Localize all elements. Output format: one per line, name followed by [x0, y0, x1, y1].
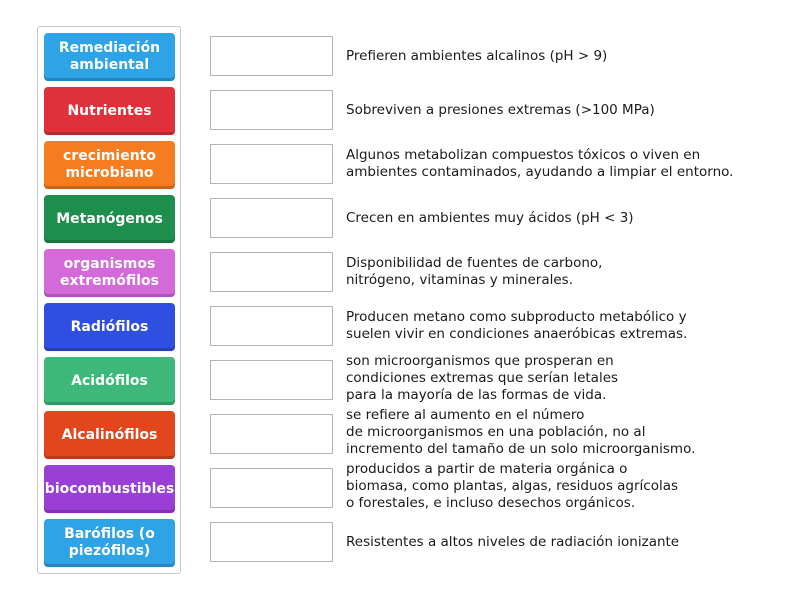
drop-slot-2[interactable]: [210, 90, 333, 130]
drop-slot-10[interactable]: [210, 522, 333, 562]
tile-acidofilos[interactable]: Acidófilos: [44, 357, 175, 405]
definition-7: son microorganismos que prosperan en condiciones extremas que serían letales para la mayoría de las formas de vida.: [346, 352, 619, 403]
definition-5: Disponibilidad de fuentes de carbono, nitrógeno, vitaminas y minerales.: [346, 255, 603, 288]
tile-remediacion-ambiental[interactable]: Remediación ambiental: [44, 33, 175, 81]
drop-slot-6[interactable]: [210, 306, 333, 346]
definition-3: Algunos metabolizan compuestos tóxicos o viven en ambientes contaminados, ayudando a limpiar el entorno.: [346, 147, 734, 180]
definition-9: producidos a partir de materia orgánica o biomasa, como plantas, algas, residuos agrícolas o forestales, e incluso desechos orgánicos.: [346, 460, 679, 511]
definition-8: se refiere al aumento en el número de microorganismos en una población, no al incremento del tamaño de un solo microorganismo.: [346, 406, 696, 457]
definition-2: Sobreviven a presiones extremas (>100 MPa): [346, 101, 655, 118]
drop-slot-9[interactable]: [210, 468, 333, 508]
drop-slot-7[interactable]: [210, 360, 333, 400]
definition-10: Resistentes a altos niveles de radiación ionizante: [346, 533, 680, 550]
definition-6: Producen metano como subproducto metabólico y suelen vivir en condiciones anaeróbicas extremas.: [346, 309, 688, 342]
drop-slot-5[interactable]: [210, 252, 333, 292]
drop-slot-3[interactable]: [210, 144, 333, 184]
tile-biocombustibles[interactable]: biocombustibles: [44, 465, 175, 513]
tile-nutrientes[interactable]: Nutrientes: [44, 87, 175, 135]
tile-organismos-extremofilos[interactable]: organismos extremófilos: [44, 249, 175, 297]
drop-slot-4[interactable]: [210, 198, 333, 238]
tile-metanogenos[interactable]: Metanógenos: [44, 195, 175, 243]
drop-slot-1[interactable]: [210, 36, 333, 76]
tile-barofilos[interactable]: Barófilos (o piezófilos): [44, 519, 175, 567]
tile-radiofilos[interactable]: Radiófilos: [44, 303, 175, 351]
tile-crecimiento-microbiano[interactable]: crecimiento microbiano: [44, 141, 175, 189]
tile-alcalinofilos[interactable]: Alcalinófilos: [44, 411, 175, 459]
definition-1: Prefieren ambientes alcalinos (pH > 9): [346, 47, 608, 64]
drop-slot-8[interactable]: [210, 414, 333, 454]
definition-4: Crecen en ambientes muy ácidos (pH < 3): [346, 209, 634, 226]
